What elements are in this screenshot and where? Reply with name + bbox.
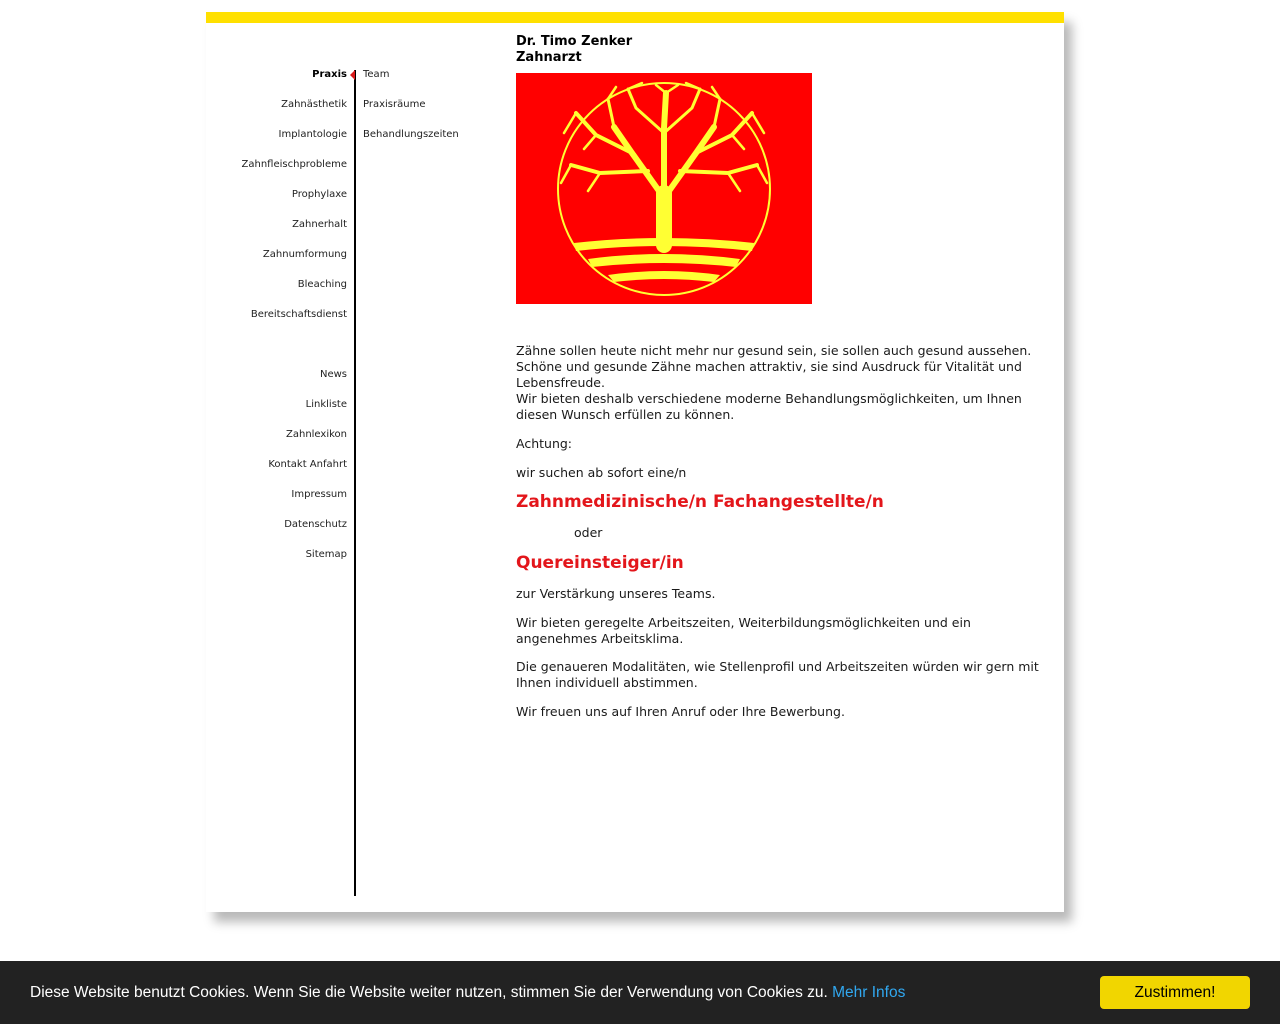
cookie-banner [0,961,1280,1024]
nav-item-prophylaxe[interactable]: Prophylaxe [291,189,347,200]
attention-label: Achtung: [516,436,573,451]
nav-item-zahnerhalt[interactable]: Zahnerhalt [292,219,347,230]
or-text: oder [574,525,603,540]
doctor-profession: Zahnarzt [516,50,582,65]
nav-item-bereitschaftsdienst[interactable]: Bereitschaftsdienst [250,309,347,320]
closing-paragraph: Wir freuen uns auf Ihren Anruf oder Ihre Bewerbung. [516,704,845,719]
job-heading-2: Quereinsteiger/in [516,553,684,573]
nav-item-zahnaesthetik[interactable]: Zahnästhetik [281,99,347,110]
nav-item-zahnumformung[interactable]: Zahnumformung [262,249,347,260]
nav-divider [354,70,356,896]
nav-item-news[interactable]: News [319,369,347,380]
cookie-more-info-link[interactable]: Mehr Infos [832,984,906,1001]
page-container [206,12,1064,912]
intro-paragraph-1: Zähne sollen heute nicht mehr nur gesund sein, sie sollen auch gesund aussehen. Schöne und gesunde Zähne machen attraktiv, sie sind Ausdruck für Vitalität und Lebensfreude. [516,343,1032,390]
offer-paragraph: Wir bieten geregelte Arbeitszeiten, Weiterbildungsmöglichkeiten und ein angenehmes Arbeitsklima. [516,615,971,646]
nav-item-implantologie[interactable]: Implantologie [278,129,347,140]
nav-item-datenschutz[interactable]: Datenschutz [284,519,347,530]
cookie-message [30,984,905,1002]
job-heading-1: Zahnmedizinische/n Fachangestellte/n [516,492,884,512]
sub-nav-item-team[interactable]: Team [363,69,390,80]
nav-item-impressum[interactable]: Impressum [291,489,347,500]
nav-item-linkliste[interactable]: Linkliste [305,399,347,410]
nav-item-kontakt-anfahrt[interactable]: Kontakt Anfahrt [268,459,347,470]
cookie-text: Diese Website benutzt Cookies. Wenn Sie die Website weiter nutzen, stimmen Sie der Verwendung von Cookies zu. [30,984,828,1001]
team-text: zur Verstärkung unseres Teams. [516,586,716,601]
sub-nav-item-behandlungszeiten[interactable]: Behandlungszeiten [363,129,459,140]
nav-item-bleaching[interactable]: Bleaching [297,279,347,290]
nav-item-zahnfleischprobleme[interactable]: Zahnfleischprobleme [241,159,347,170]
tree-logo-icon [516,73,812,304]
details-paragraph: Die genaueren Modalitäten, wie Stellenprofil und Arbeitszeiten würden wir gern mit Ihnen individuell abstimmen. [516,659,1039,690]
doctor-name: Dr. Timo Zenker [516,34,633,49]
search-text: wir suchen ab sofort eine/n [516,465,687,480]
active-nav-marker [350,70,355,80]
intro-paragraph-2: Wir bieten deshalb verschiedene moderne Behandlungsmöglichkeiten, um Ihnen diesen Wunsch erfüllen zu können. [516,391,1022,422]
nav-item-zahnlexikon[interactable]: Zahnlexikon [286,429,347,440]
top-accent-bar [206,12,1064,23]
nav-item-sitemap[interactable]: Sitemap [305,549,347,560]
cookie-accept-button[interactable]: Zustimmen! [1100,976,1250,1009]
nav-item-praxis[interactable]: Praxis [312,69,347,80]
sub-nav-item-praxisraeume[interactable]: Praxisräume [363,99,426,110]
